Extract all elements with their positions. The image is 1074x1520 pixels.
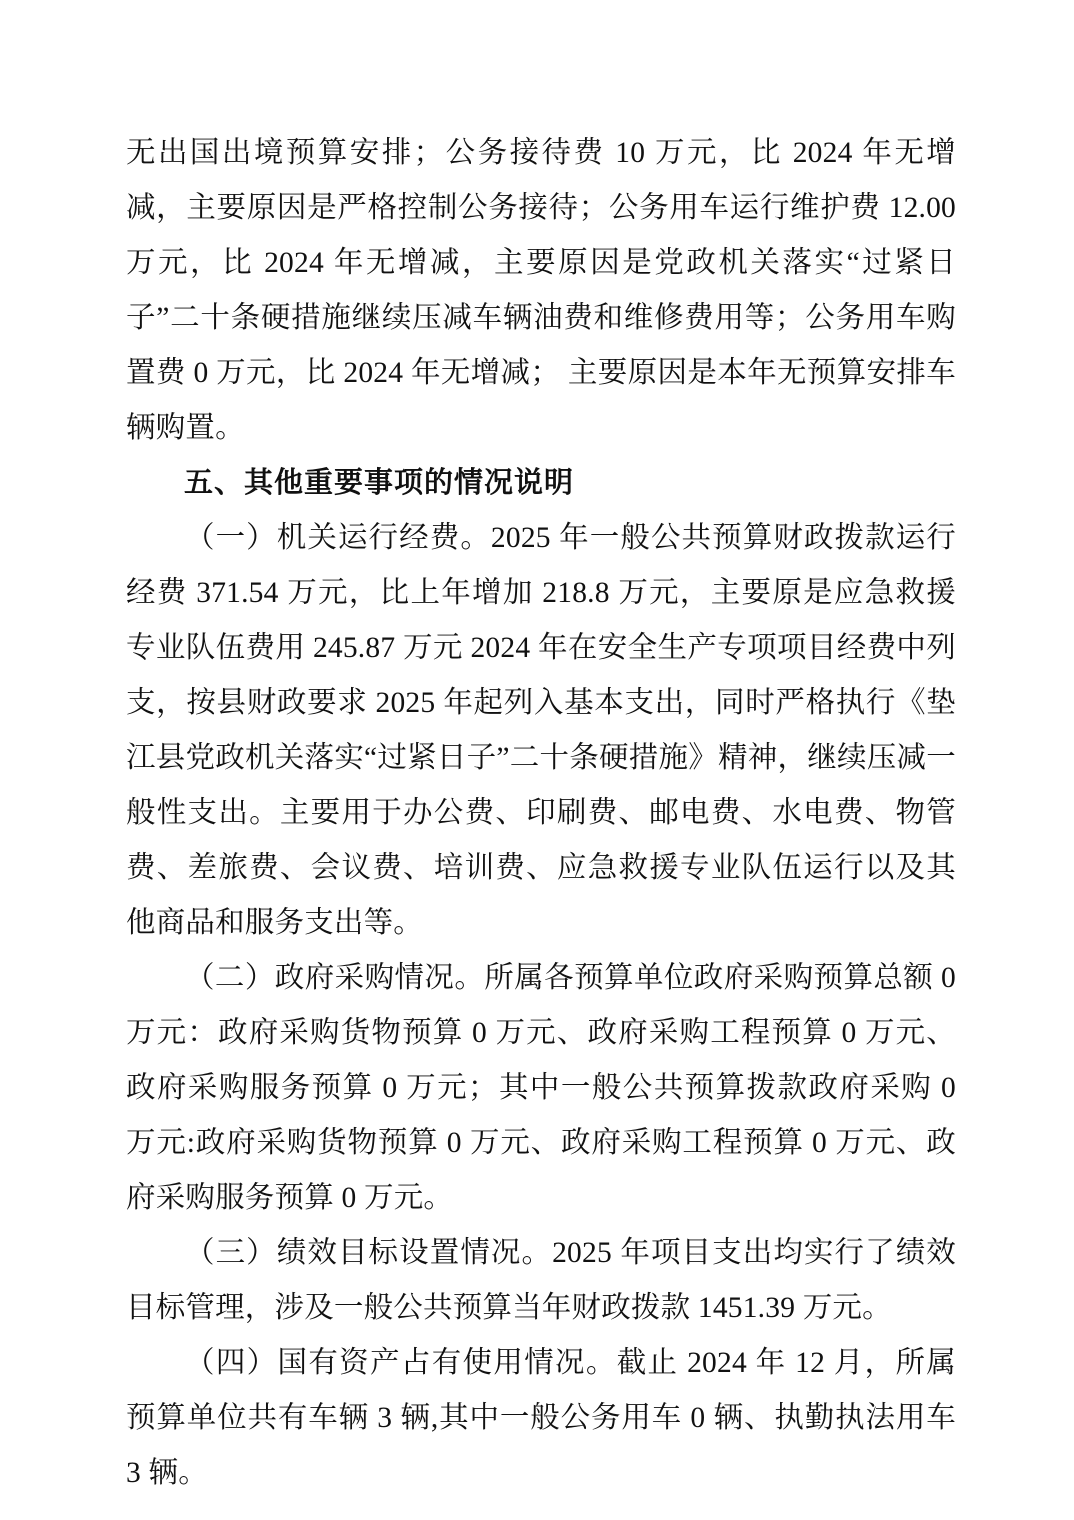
paragraph-travel-expense: 无出国出境预算安排；公务接待费 10 万元，比 2024 年无增减，主要原因是严格控制公务接待；公务用车运行维护费 12.00 万元，比 2024 年无增减，主要原因是党政机关落实“过紧日子”二十条硬措施继续压减车辆油费和维修费用等；公务用车购置费 0 万元，比 2024 年无增减； 主要原因是本年无预算安排车辆购置。 [126,137,956,444]
paragraph-performance-targets: （三）绩效目标设置情况。2025 年项目支出均实行了绩效目标管理，涉及一般公共预算当年财政拨款 1451.39 万元。 [126,1237,956,1324]
document-body [126,126,956,1501]
paragraph-agency-operating-funds: （一）机关运行经费。2025 年一般公共预算财政拨款运行经费 371.54 万元，比上年增加 218.8 万元，主要原是应急救援专业队伍费用 245.87 万元 2024 年在安全生产专项项目经费中列支，按县财政要求 2025 年起列入基本支出，同时严格执行《垫江县党政机关落实“过紧日子”二十条硬措施》精神，继续压减一般性支出。主要用于办公费、印刷费、邮电费、水电费、物管费、差旅费、会议费、培训费、应急救援专业队伍运行以及其他商品和服务支出等。 [126,522,956,939]
paragraph-government-procurement: （二）政府采购情况。所属各预算单位政府采购预算总额 0 万元：政府采购货物预算 0 万元、政府采购工程预算 0 万元、政府采购服务预算 0 万元；其中一般公共预算拨款政府采购 0 万元:政府采购货物预算 0 万元、政府采购工程预算 0 万元、政府采购服务预算 0 万元。 [126,962,956,1214]
paragraph-state-owned-assets: （四）国有资产占有使用情况。截止 2024 年 12 月，所属预算单位共有车辆 3 辆,其中一般公务用车 0 辆、执勤执法用车 3 辆。 [126,1347,956,1489]
section-heading-five: 五、其他重要事项的情况说明 [184,467,575,499]
